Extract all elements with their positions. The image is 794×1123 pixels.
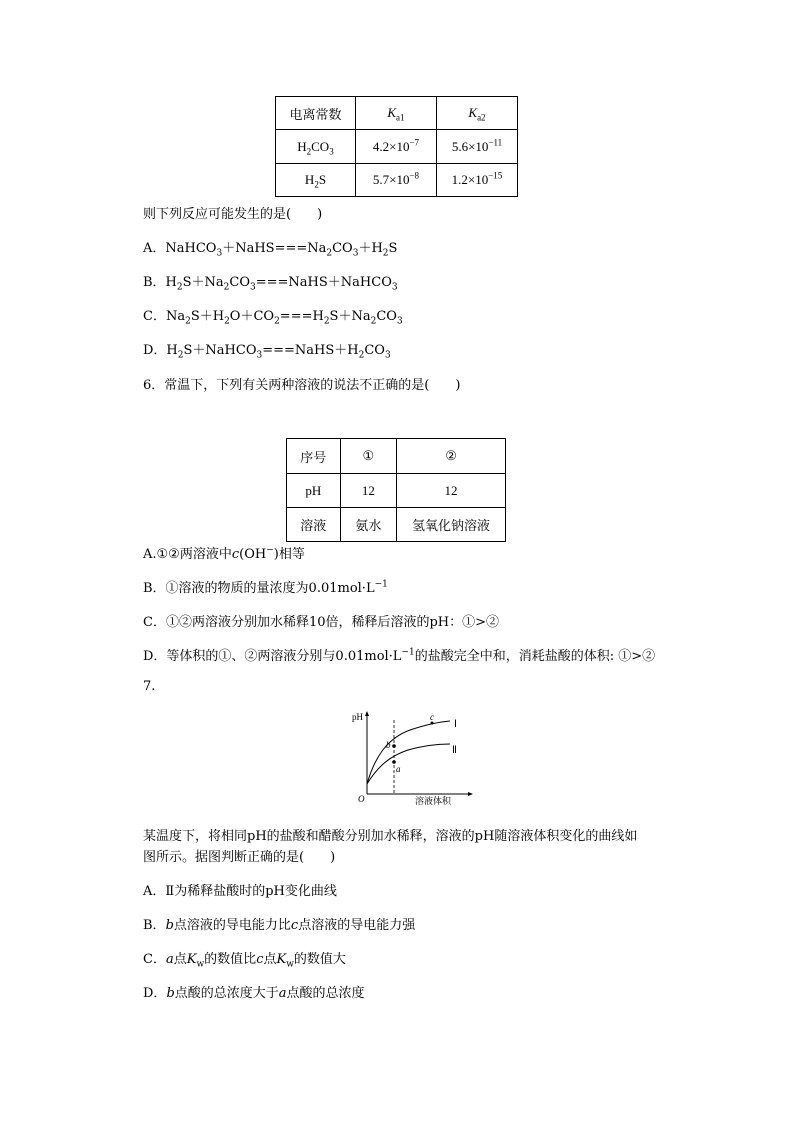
q7-number: 7. xyxy=(143,679,156,694)
q5-option-b: B．$H_2S+Na_2CO_3===NaHS+NaHCO_3$ xyxy=(143,275,398,293)
ph-dilution-figure xyxy=(350,706,480,806)
table-cell: 氢氧化钠溶液 xyxy=(397,508,506,542)
q6-option-b: B．①溶液的物质的量浓度为$0.01mol\cdot L^{-1}$ xyxy=(143,579,388,596)
curve-i xyxy=(367,721,450,784)
table-cell: 氨水 xyxy=(340,508,397,542)
table-cell: ① xyxy=(340,439,397,474)
table-cell-h2s: $H_2S$ xyxy=(276,164,356,197)
curve-ii-label: Ⅱ xyxy=(452,745,457,756)
q5-option-a: A．$NaHCO_3+NaHS===Na_2CO_3+H_2S$ xyxy=(143,241,398,259)
q6-stem: 6．常温下，下列有关两种溶液的说法不正确的是( ) xyxy=(143,378,461,393)
curve-i-label: Ⅰ xyxy=(454,719,457,730)
q7-stem-line1: 某温度下，将相同pH的盐酸和醋酸分别加水稀释，溶液的pH随溶液体积变化的曲线如 xyxy=(143,829,638,844)
x-axis-arrow-icon xyxy=(468,792,473,796)
q5-option-c: C．$Na_2S+H_2O+CO_2===H_2S+Na_2CO_3$ xyxy=(143,309,403,327)
table-cell-h2co3: $H_2CO_3$ xyxy=(276,130,356,164)
table-header-ka1: $K_{a1}$ xyxy=(355,97,436,130)
table-cell: ② xyxy=(397,439,506,474)
table-header-cell: 电离常数 xyxy=(276,97,356,130)
q6-option-c: C．①②两溶液分别加水稀释10倍，稀释后溶液的pH：①>② xyxy=(143,615,500,630)
q7-stem-line2: 图所示。据图判断正确的是( ) xyxy=(143,850,336,865)
q7-option-d: D．b点酸的总浓度大于a点酸的总浓度 xyxy=(143,986,365,1001)
q7-option-b: B．b点溶液的导电能力比c点溶液的导电能力强 xyxy=(143,918,416,933)
table-header-ka2: $K_{a2}$ xyxy=(436,97,517,130)
point-b xyxy=(392,744,396,748)
table-cell: pH xyxy=(287,474,341,508)
q7-option-a: A．Ⅱ为稀释盐酸时的pH变化曲线 xyxy=(143,884,337,899)
table-cell: 12 xyxy=(397,474,506,508)
point-a-label: a xyxy=(396,764,401,774)
table-cell: $5.7\times 10^{-8}$ xyxy=(355,164,436,197)
solution-table xyxy=(286,438,506,542)
table-cell: 12 xyxy=(340,474,397,508)
table-cell: 序号 xyxy=(287,439,341,474)
q6-option-d: D．等体积的①、②两溶液分别与$0.01mol\cdot L^{-1}$的盐酸完全中和，消耗盐酸的体积: ①>② xyxy=(143,647,656,664)
point-b-label: b xyxy=(386,740,391,750)
origin-label: O xyxy=(358,794,365,804)
curve-ii xyxy=(367,744,450,784)
q5-stem: 则下列反应可能发生的是( ) xyxy=(143,207,323,222)
y-axis-arrow-icon xyxy=(365,711,369,716)
point-c-label: c xyxy=(430,712,434,722)
table-cell: 溶液 xyxy=(287,508,341,542)
y-axis-label: pH xyxy=(352,712,363,722)
q7-option-c: C．a点$K_w$的数值比c点$K_w$的数值大 xyxy=(143,952,346,970)
table-cell: $4.2\times 10^{-7}$ xyxy=(355,130,436,164)
x-axis-label: 溶液体积 xyxy=(415,797,452,806)
table-cell: $5.6\times 10^{-11}$ xyxy=(436,130,517,164)
table-cell: $1.2\times 10^{-15}$ xyxy=(436,164,517,197)
ionization-constant-table xyxy=(275,96,518,197)
q5-option-d: D．$H_2S+NaHCO_3===NaHS+H_2CO_3$ xyxy=(143,343,391,361)
q6-option-a: A.①②两溶液中c(OH−)相等 xyxy=(143,545,305,562)
